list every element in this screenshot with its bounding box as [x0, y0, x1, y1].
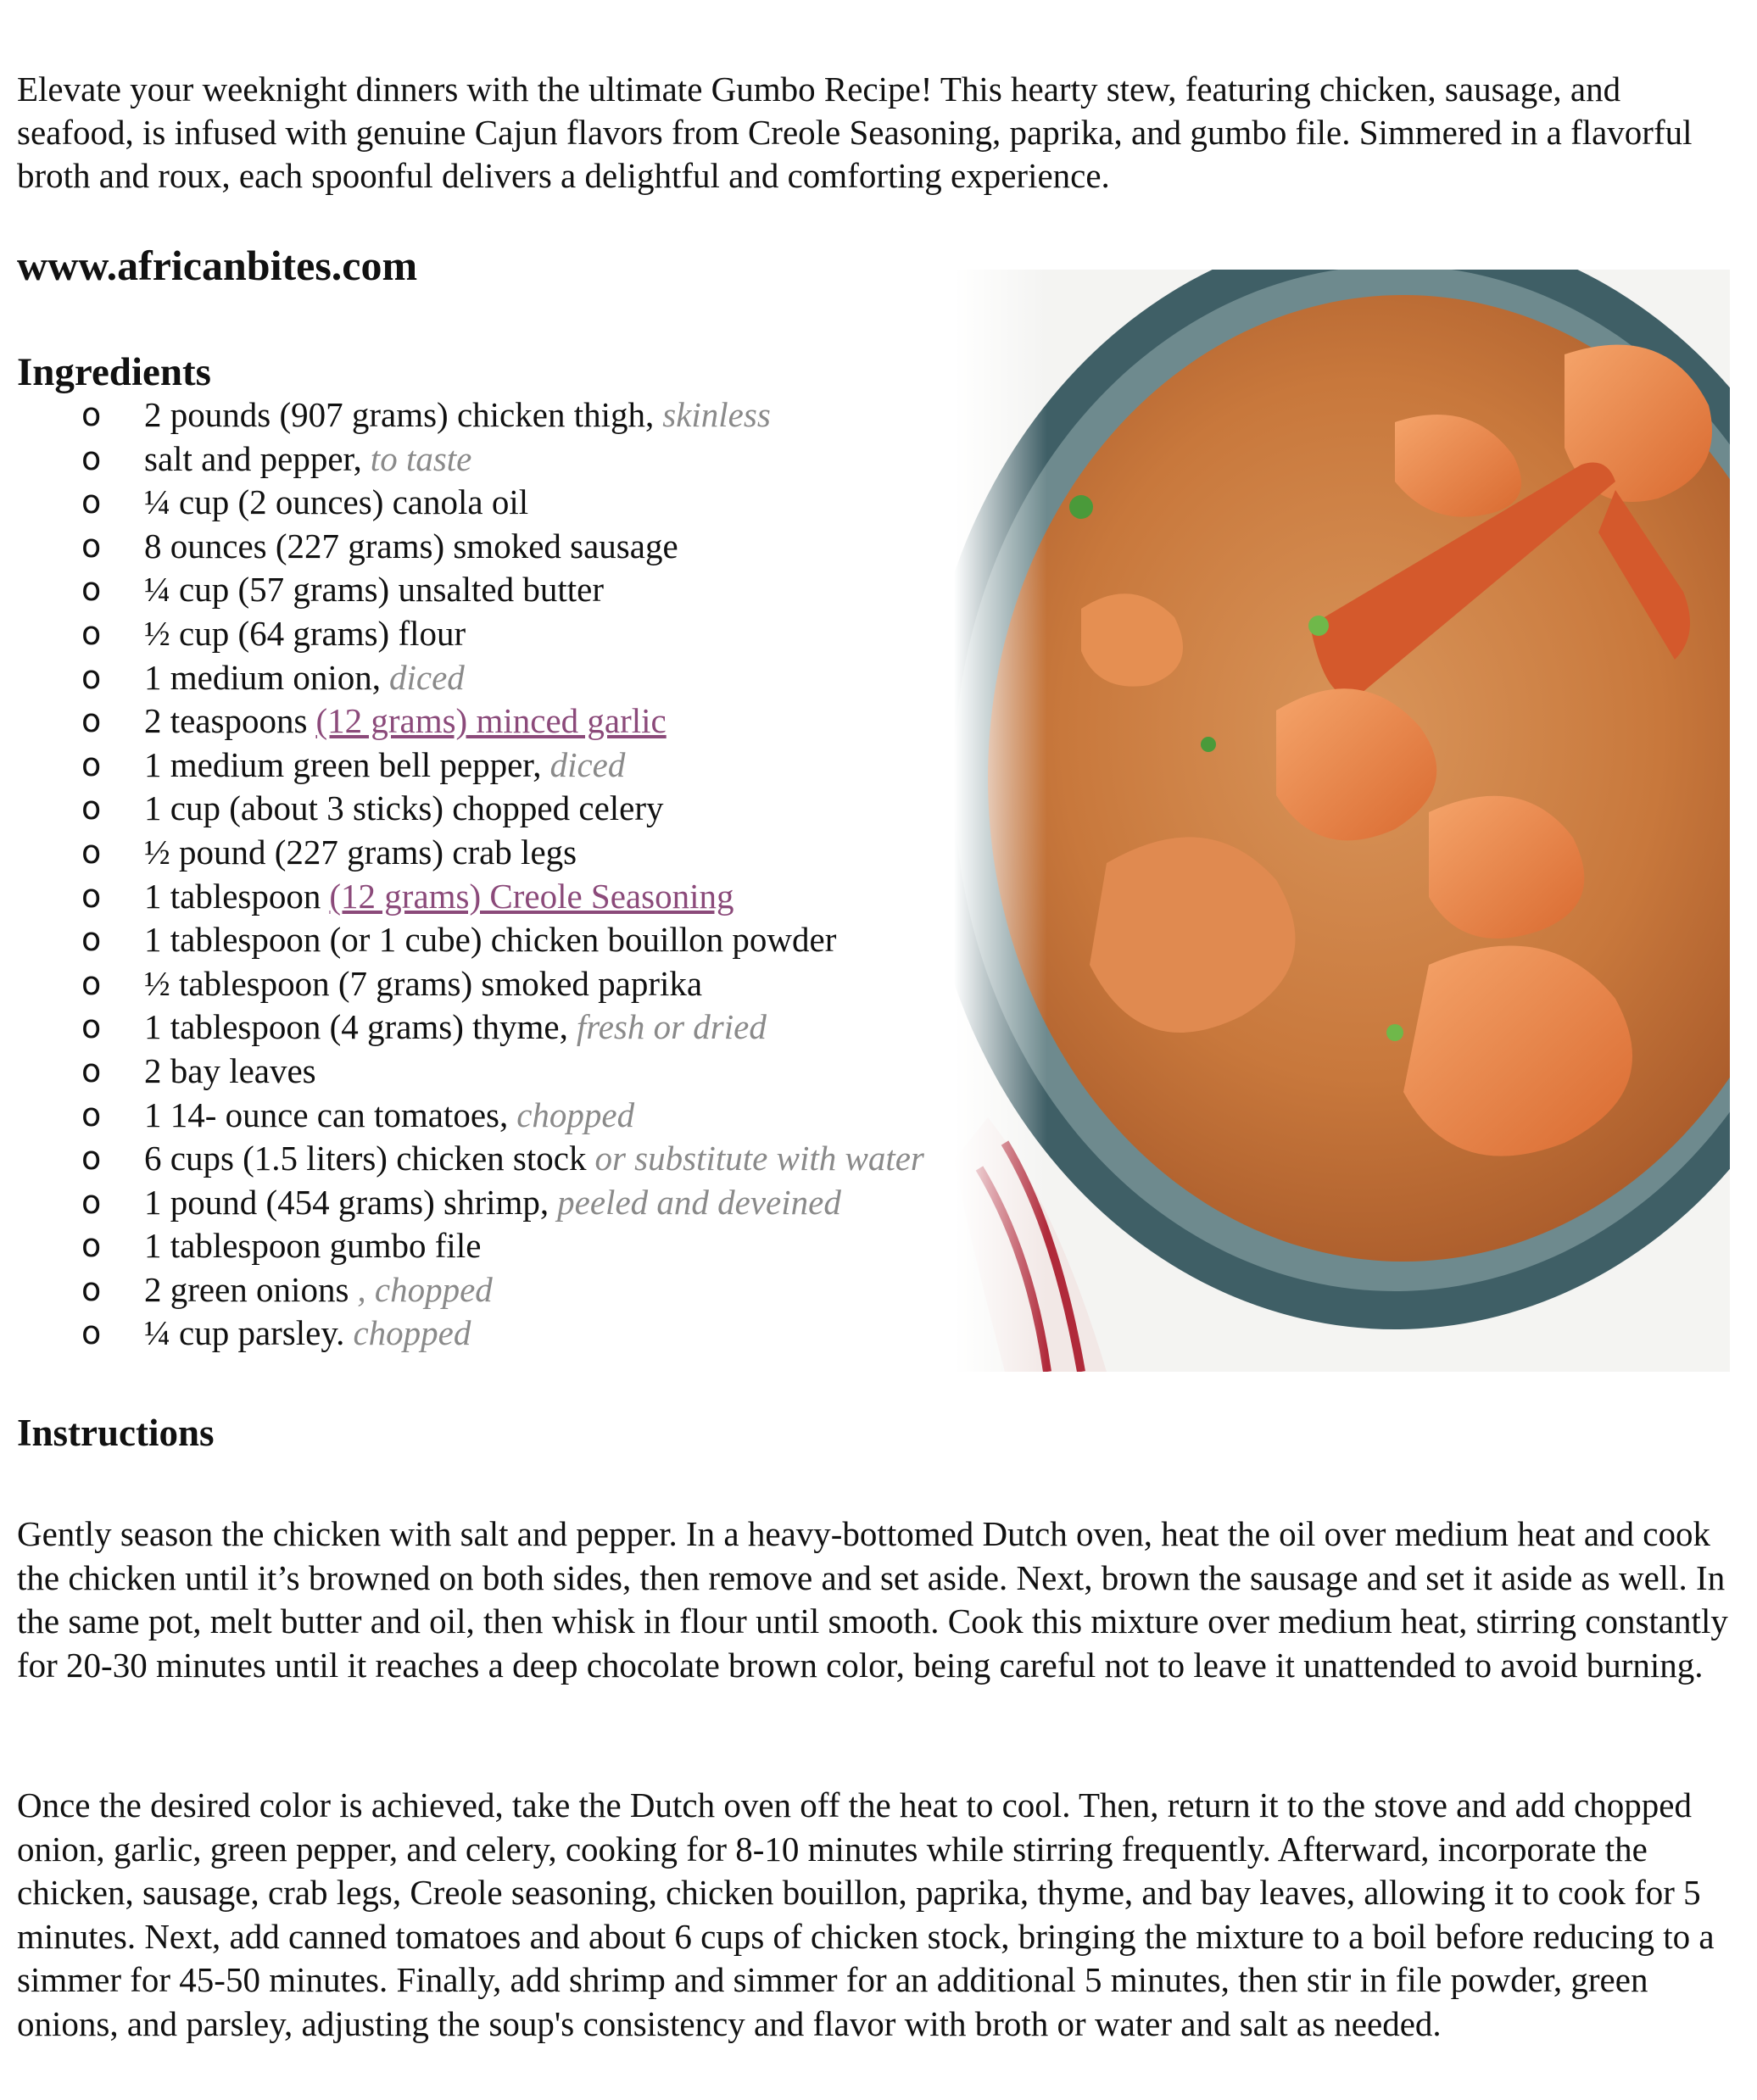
ingredient-text: 1 tablespoon (or 1 cube) chicken bouillon powder	[144, 920, 837, 960]
bullet-glyph: o	[81, 877, 102, 915]
ingredient-text: ½ pound (227 grams) crab legs	[144, 832, 577, 872]
bullet-glyph: o	[81, 1270, 102, 1308]
ingredient-text: 1 14- ounce can tomatoes,	[144, 1095, 509, 1134]
ingredient-text: 6 cups (1.5 liters) chicken stock	[144, 1139, 587, 1178]
instructions-heading: Instructions	[17, 1412, 215, 1454]
ingredient-text: 1 medium green bell pepper,	[144, 744, 542, 784]
ingredient-note: chopped	[353, 1313, 471, 1353]
instruction-paragraph-1: Gently season the chicken with salt and pepper. In a heavy-bottomed Dutch oven, heat the oil over medium heat and cook the chicken until it’s browned on both sides, then remove and set aside. Next, brown the sausage and set it aside as well. In the same pot, melt butter and oil, then whisk in flour until smooth. Cook this mixture over medium heat, stirring constantly for 20-30 minutes until it reaches a deep chocolate brown color, being careful not to leave it unattended to avoid burning.	[17, 1514, 1728, 1685]
bullet-glyph: o	[81, 1314, 102, 1352]
ingredient-item	[0, 1312, 924, 1356]
ingredient-text: ¼ cup (57 grams) unsalted butter	[144, 570, 604, 610]
ingredients-heading: Ingredients	[17, 350, 211, 394]
bullet-glyph: o	[81, 702, 102, 740]
ingredient-item	[0, 656, 924, 700]
ingredient-item	[0, 437, 924, 482]
bullet-glyph: o	[81, 483, 102, 521]
ingredient-text: 1 medium onion,	[144, 657, 382, 697]
ingredient-item	[0, 1268, 924, 1312]
bullet-glyph: o	[81, 745, 102, 783]
ingredient-item	[0, 875, 924, 919]
ingredient-text: 2 bay leaves	[144, 1050, 316, 1090]
ingredient-item	[0, 699, 924, 744]
bullet-glyph: o	[81, 921, 102, 959]
ingredient-item	[0, 918, 924, 962]
ingredient-text: ¼ cup (2 ounces) canola oil	[144, 482, 529, 522]
ingredient-note: fresh or dried	[576, 1007, 767, 1047]
bullet-glyph: o	[81, 526, 102, 565]
ingredient-item	[0, 787, 924, 831]
ingredient-note: skinless	[662, 395, 771, 434]
ingredient-item	[0, 393, 924, 437]
ingredient-item	[0, 831, 924, 875]
ingredient-link[interactable]: (12 grams) Creole Seasoning	[329, 876, 734, 916]
ingredient-text: salt and pepper,	[144, 438, 362, 478]
ingredient-item	[0, 1094, 924, 1138]
ingredient-item	[0, 525, 924, 569]
bullet-glyph: o	[81, 1051, 102, 1089]
website-link[interactable]: www.africanbites.com	[17, 242, 418, 289]
ingredient-note: or substitute with water	[594, 1139, 924, 1178]
bullet-glyph: o	[81, 571, 102, 609]
photo-fade	[954, 270, 1730, 1372]
ingredient-item	[0, 1224, 924, 1268]
bullet-glyph: o	[81, 1183, 102, 1221]
instruction-paragraph-2: Once the desired color is achieved, take the Dutch oven off the heat to cool. Then, return it to the stove and add chopped onion, garlic, green pepper, and celery, cooking for 8-10 minutes while stirring frequently. Afterward, incorporate the chicken, sausage, crab legs, Creole seasoning, chicken bouillon, paprika, thyme, and bay leaves, allowing it to cook for 5 minutes. Next, add canned tomatoes and about 6 cups of chicken stock, bringing the mixture to a boil before reducing to a simmer for 45-50 minutes. Finally, add shrimp and simmer for an additional 5 minutes, then stir in file powder, green onions, and parsley, adjusting the soup's consistency and flavor with broth or water and salt as needed.	[17, 1785, 1715, 2043]
bullet-glyph: o	[81, 964, 102, 1002]
ingredient-item	[0, 1181, 924, 1225]
bullet-glyph: o	[81, 396, 102, 433]
ingredient-note: peeled and deveined	[557, 1182, 841, 1222]
ingredient-item	[0, 1005, 924, 1050]
ingredient-item	[0, 568, 924, 612]
ingredient-item	[0, 1050, 924, 1094]
ingredient-note: diced	[549, 744, 626, 784]
gumbo-photo	[954, 270, 1730, 1372]
ingredient-link[interactable]: (12 grams) minced garlic	[315, 701, 667, 741]
ingredient-text: 1 tablespoon (4 grams) thyme,	[144, 1007, 568, 1047]
bullet-glyph: o	[81, 1227, 102, 1265]
ingredients-list	[0, 393, 924, 1356]
bullet-glyph: o	[81, 614, 102, 652]
ingredient-text: 1 cup (about 3 sticks) chopped celery	[144, 788, 664, 828]
ingredient-note: to taste	[370, 438, 472, 478]
ingredient-note: , chopped	[357, 1269, 493, 1309]
ingredient-text: 1 pound (454 grams) shrimp,	[144, 1182, 549, 1222]
bullet-glyph: o	[81, 1139, 102, 1178]
ingredient-text: 1 tablespoon gumbo file	[144, 1226, 482, 1266]
ingredient-note: diced	[389, 657, 465, 697]
bullet-glyph: o	[81, 658, 102, 696]
ingredient-text: 1 tablespoon	[144, 876, 321, 916]
ingredient-item	[0, 481, 924, 525]
ingredient-item	[0, 612, 924, 656]
ingredient-item	[0, 744, 924, 788]
ingredient-text: ½ tablespoon (7 grams) smoked paprika	[144, 963, 703, 1003]
bullet-glyph: o	[81, 789, 102, 827]
ingredient-text: 2 teaspoons	[144, 701, 308, 741]
bullet-glyph: o	[81, 1095, 102, 1134]
bullet-glyph: o	[81, 833, 102, 871]
ingredient-text: 2 green onions	[144, 1269, 349, 1309]
ingredient-text: ½ cup (64 grams) flour	[144, 613, 466, 653]
bullet-glyph: o	[81, 439, 102, 477]
ingredient-item	[0, 1137, 924, 1181]
ingredient-text: 2 pounds (907 grams) chicken thigh,	[144, 395, 655, 434]
bullet-glyph: o	[81, 1008, 102, 1046]
intro-paragraph: Elevate your weeknight dinners with the ultimate Gumbo Recipe! This hearty stew, featuring chicken, sausage, and seafood, is infused with genuine Cajun flavors from Creole Seasoning, paprika, and gumbo file. Simmered in a flavorful broth and roux, each spoonful delivers a delightful and comforting experience.	[17, 70, 1693, 195]
ingredient-item	[0, 962, 924, 1006]
ingredient-text: 8 ounces (227 grams) smoked sausage	[144, 526, 678, 565]
ingredient-text: ¼ cup parsley.	[144, 1313, 345, 1353]
ingredient-note: chopped	[516, 1095, 635, 1134]
